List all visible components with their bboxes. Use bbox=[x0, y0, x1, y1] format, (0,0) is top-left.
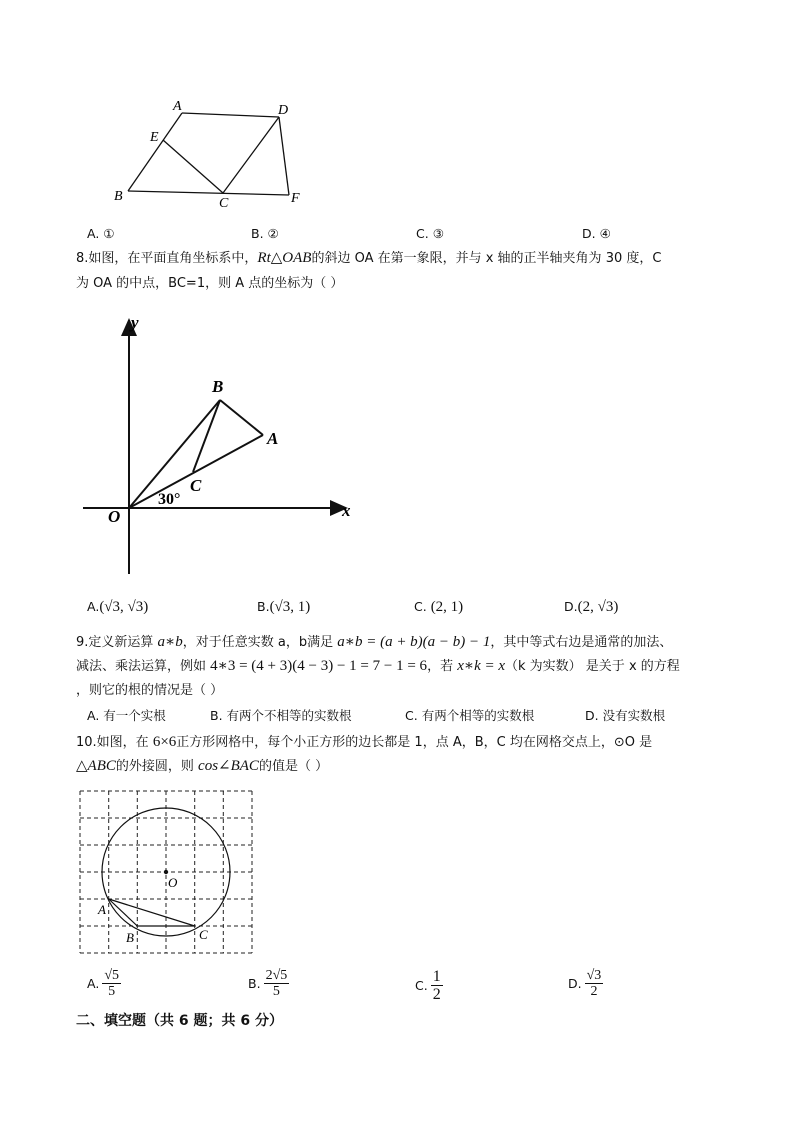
q8-label-y: y bbox=[131, 313, 139, 332]
q7-segment-ad bbox=[182, 113, 279, 117]
q10-question-line2: △ABC的外接圆，则 cos∠BAC的值是（ ） bbox=[76, 758, 329, 774]
q7-option-a[interactable]: A. ① bbox=[87, 226, 115, 241]
q10-option-d-fraction: $\frac{√3}{2}$ bbox=[586, 968, 602, 999]
q7-segment-ec bbox=[163, 140, 223, 193]
q7-segment-ab bbox=[128, 113, 182, 191]
q10-label-o: O bbox=[168, 875, 178, 890]
q8-figure bbox=[78, 308, 368, 580]
q7-option-b[interactable]: B. ② bbox=[251, 226, 279, 241]
q9-option-d[interactable]: D. 没有实数根 bbox=[585, 708, 666, 723]
q9-question-line2: 减法、乘法运算，例如 4∗3 = (4 + 3)(4 − 3) − 1 = 7 − 1 = 6，若 x∗k = x（k 为实数） 是关于 x 的方程 bbox=[76, 658, 680, 674]
q8-label-c: C bbox=[190, 476, 202, 495]
q9-question-line1: 9.定义新运算 a∗b，对于任意实数 a，b满足 a∗b = (a + b)(a − b) − 1，其中等式右边是通常的加法、 bbox=[76, 634, 673, 650]
q8-label-b: B bbox=[212, 377, 224, 396]
q7-label-e: E bbox=[150, 130, 159, 145]
q7-label-a: A bbox=[173, 99, 182, 114]
q7-segment-df bbox=[279, 117, 289, 195]
q7-label-c: C bbox=[219, 196, 229, 210]
q10-label-a: A bbox=[98, 902, 106, 917]
q8-question-line2: 为 OA 的中点，BC=1，则 A 点的坐标为（ ） bbox=[76, 276, 344, 291]
q8-option-a[interactable]: A.(√3, √3) bbox=[87, 599, 149, 615]
q7-figure bbox=[105, 95, 315, 210]
q9-option-a[interactable]: A. 有一个实根 bbox=[87, 708, 166, 723]
q7-label-d: D bbox=[278, 103, 289, 118]
q10-option-b[interactable]: B. $\frac{2√5}{5}$ bbox=[248, 968, 288, 999]
q10-triangle bbox=[109, 899, 195, 926]
q8-label-o: O bbox=[108, 507, 121, 526]
q7-option-c[interactable]: C. ③ bbox=[416, 226, 444, 241]
q7-segment-bf bbox=[128, 191, 289, 195]
q10-option-c[interactable]: C. $\frac{1}{2}$ bbox=[415, 968, 441, 1003]
q10-label-c: C bbox=[199, 927, 208, 942]
q8-question-line1: 8.如图，在平面直角坐标系中，Rt△OAB的斜边 OA 在第一象限，并与 x 轴的正半轴夹角为 30 度，C bbox=[76, 250, 662, 266]
q8-option-d[interactable]: D.(2, √3) bbox=[564, 599, 619, 615]
q10-label-b: B bbox=[126, 930, 134, 945]
q9-question-line3: ，则它的根的情况是（ ） bbox=[76, 683, 224, 698]
q8-label-x: x bbox=[342, 501, 351, 520]
q8-label-a: A bbox=[267, 429, 279, 448]
q8-segment-oa bbox=[129, 435, 263, 508]
q7-label-f: F bbox=[291, 191, 300, 206]
q8-option-c[interactable]: C. (2, 1) bbox=[414, 599, 464, 615]
q10-figure bbox=[78, 788, 258, 958]
q10-option-a-fraction: $\frac{√5}{5}$ bbox=[104, 968, 119, 999]
q10-center-point bbox=[164, 870, 168, 874]
q7-segment-dc bbox=[223, 117, 279, 193]
q10-option-c-fraction: $\frac{1}{2}$ bbox=[432, 968, 441, 1003]
q10-question-line1: 10.如图，在 6×6正方形网格中，每个小正方形的边长都是 1，点 A，B，C 均在网格交点上，⊙O 是 bbox=[76, 734, 653, 750]
q9-option-c[interactable]: C. 有两个相等的实数根 bbox=[405, 708, 535, 723]
q8-label-angle: 30° bbox=[158, 491, 181, 508]
section-heading-fill-in: 二、填空题（共 6 题；共 6 分） bbox=[76, 1013, 283, 1029]
q10-option-d[interactable]: D. $\frac{√3}{2}$ bbox=[568, 968, 602, 999]
q8-segment-ba bbox=[220, 400, 263, 435]
q10-option-b-fraction: $\frac{2√5}{5}$ bbox=[265, 968, 288, 999]
q8-option-b[interactable]: B.(√3, 1) bbox=[257, 599, 311, 615]
q10-option-a[interactable]: A. $\frac{√5}{5}$ bbox=[87, 968, 119, 999]
q7-option-d[interactable]: D. ④ bbox=[582, 226, 611, 241]
q7-label-b: B bbox=[114, 189, 123, 204]
q9-option-b[interactable]: B. 有两个不相等的实数根 bbox=[210, 708, 352, 723]
